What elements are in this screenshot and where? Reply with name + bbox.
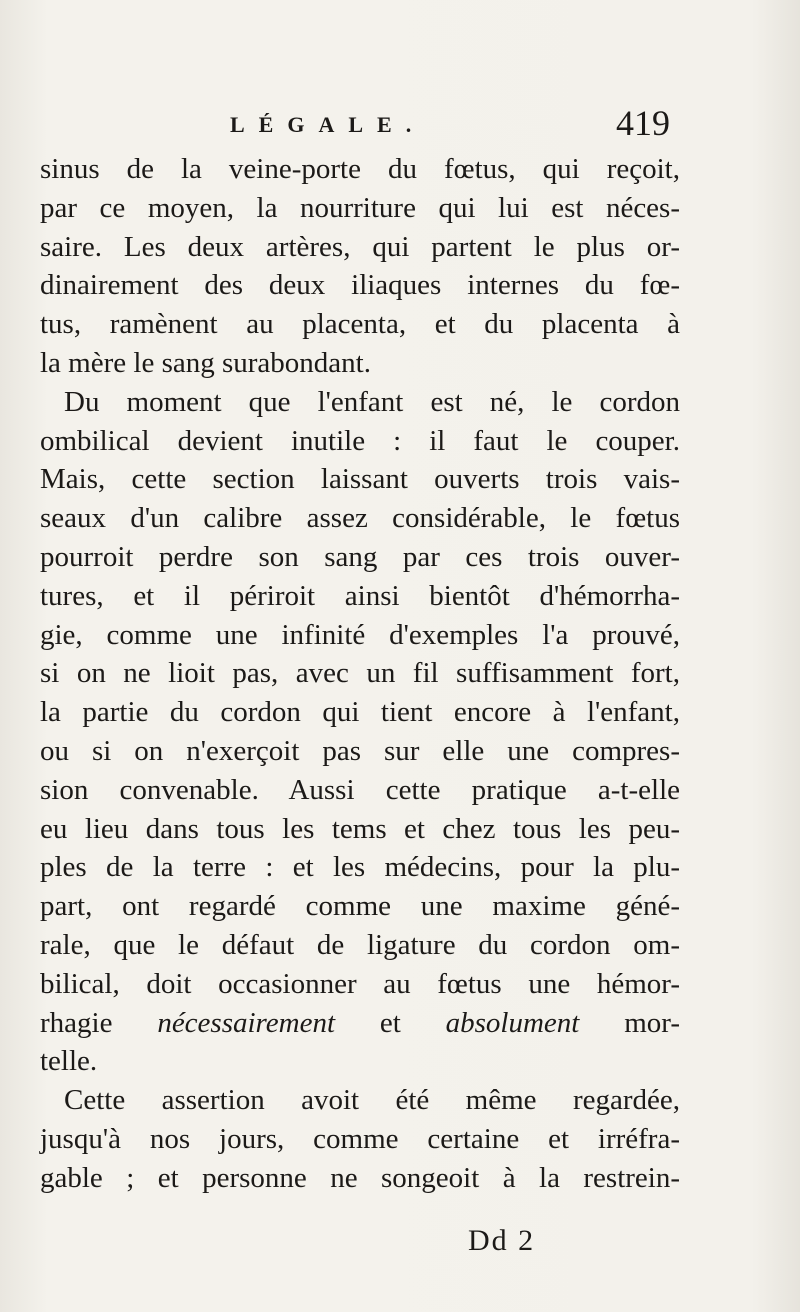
text-line-italic (40, 1004, 680, 1043)
italic-word: absolument (445, 1006, 580, 1039)
text-line: gie, comme une infinité d'exemples l'a prouvé, (40, 618, 680, 651)
text-line: eu lieu dans tous les tems et chez tous les peu- (40, 812, 680, 845)
signature-mark: Dd 2 (468, 1224, 536, 1257)
text-fragment: rhagie (40, 1006, 158, 1039)
text-line: tus, ramènent au placenta, et du placenta à (40, 308, 680, 341)
text-line: par ce moyen, la nourriture qui lui est néces- (40, 191, 680, 224)
text-line: part, ont regardé comme une maxime géné- (40, 890, 680, 923)
italic-word: nécessairement (157, 1006, 336, 1039)
body-text (40, 150, 680, 1198)
text-line: gable ; et personne ne songeoit à la restrein- (40, 1161, 680, 1194)
page-number: 419 (616, 103, 670, 143)
text-line: Cette assertion avoit été même regardée, (64, 1084, 680, 1117)
text-line: ou si on n'exerçoit pas sur elle une compres- (40, 734, 680, 767)
text-line: Du moment que l'enfant est né, le cordon (64, 385, 680, 418)
text-line: jusqu'à nos jours, comme certaine et irréfra- (40, 1122, 680, 1155)
running-head: LÉGALE. (230, 112, 426, 137)
text-line: pourroit perdre son sang par ces trois ouver- (40, 540, 680, 573)
text-fragment: et (335, 1006, 446, 1039)
text-line: la mère le sang surabondant. (40, 346, 371, 379)
text-line: saire. Les deux artères, qui partent le plus or- (40, 230, 680, 263)
text-fragment: mor- (579, 1006, 680, 1039)
text-line: la partie du cordon qui tient encore à l'enfant, (40, 696, 680, 729)
text-line: ombilical devient inutile : il faut le couper. (40, 424, 680, 457)
text-line: telle. (40, 1045, 98, 1078)
text-line: sinus de la veine-porte du fœtus, qui reçoit, (40, 153, 680, 185)
text-line: Mais, cette section laissant ouverts trois vais- (40, 463, 680, 496)
text-line: seaux d'un calibre assez considérable, le fœtus (40, 502, 680, 535)
text-line: sion convenable. Aussi cette pratique a-t-elle (40, 773, 680, 806)
text-line: tures, et il périroit ainsi bientôt d'hémorrha- (40, 579, 680, 612)
text-line: si on ne lioit pas, avec un fil suffisamment fort, (40, 657, 680, 690)
text-line: bilical, doit occasionner au fœtus une hémor- (40, 967, 680, 1000)
text-line: ples de la terre : et les médecins, pour la plu- (40, 851, 680, 884)
text-line: dinairement des deux iliaques internes du fœ- (40, 269, 680, 302)
page-header (230, 102, 670, 152)
text-line: rale, que le défaut de ligature du cordon om- (40, 928, 680, 961)
